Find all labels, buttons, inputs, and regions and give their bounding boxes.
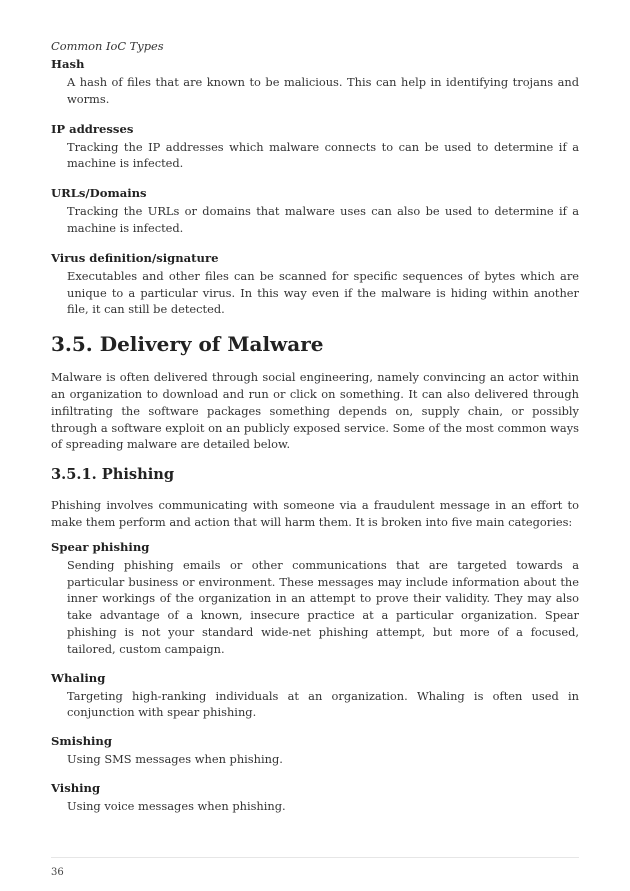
list-item [51, 121, 579, 173]
term-ip-addresses: IP addresses [51, 121, 134, 136]
definition-ip-addresses: Tracking the IP addresses which malware connects to can be used to determine if a machine is infected. [67, 139, 579, 171]
subsection-paragraph: Phishing involves communicating with someone via a fraudulent message in an effort to make them perform and action that will harm them. It is broken into five main categories: [51, 498, 579, 529]
term-vishing: Vishing [51, 780, 101, 795]
term-smishing: Smishing [51, 734, 112, 749]
list-item [51, 185, 579, 237]
phishing-types-list [51, 539, 579, 815]
list-item [51, 670, 579, 722]
list-item [51, 539, 579, 658]
page-number: 36 [51, 867, 64, 878]
term-hash: Hash [51, 57, 85, 71]
ioc-types-list [51, 56, 579, 318]
list-item [51, 56, 579, 108]
definition-hash: A hash of files that are known to be malicious. This can help in identifying trojans and worms. [67, 75, 579, 106]
term-urls-domains: URLs/Domains [51, 186, 147, 201]
list-item [51, 780, 579, 815]
term-whaling: Whaling [51, 670, 106, 685]
definition-vishing: Using voice messages when phishing. [67, 798, 286, 813]
definition-smishing: Using SMS messages when phishing. [67, 752, 283, 767]
subsection-heading: 3.5.1. Phishing [51, 466, 175, 484]
list-item [51, 733, 579, 768]
definition-urls-domains: Tracking the URLs or domains that malware uses can also be used to determine if a machine is infected. [67, 204, 579, 235]
footer-divider [51, 857, 579, 858]
definition-whaling: Targeting high-ranking individuals at an organization. Whaling is often used in conjunction with spear phishing. [67, 688, 579, 720]
definition-spear-phishing: Sending phishing emails or other communications that are targeted towards a particular business or environment. These messages may include information about the inner workings of the organization in an attempt to prove their validity. They may also take advantage of a known, insecure practice at a particular organization. Spear phishing is not your standard wide-net phishing attempt, but more of a focused, tailored, custom campaign. [67, 557, 579, 656]
list-item [51, 250, 579, 318]
page-content [51, 38, 579, 827]
term-virus-signature: Virus definition/signature [51, 250, 219, 265]
definition-virus-signature: Executables and other files can be scanned for specific sequences of bytes which are unique to a particular virus. In this way even if the malware is hiding within another file, it can still be detected. [67, 268, 579, 317]
term-spear-phishing: Spear phishing [51, 539, 150, 554]
list-caption: Common IoC Types [51, 39, 164, 53]
section-heading: 3.5. Delivery of Malware [51, 332, 324, 357]
section-paragraph: Malware is often delivered through social engineering, namely convincing an actor within an organization to download and run or click on something. It can also delivered through infiltrating the software packages something depends on, supply chain, or possibly through a software exploit on an publicly exposed service. Some of the most common ways of spreading malware are detailed below. [51, 370, 579, 452]
